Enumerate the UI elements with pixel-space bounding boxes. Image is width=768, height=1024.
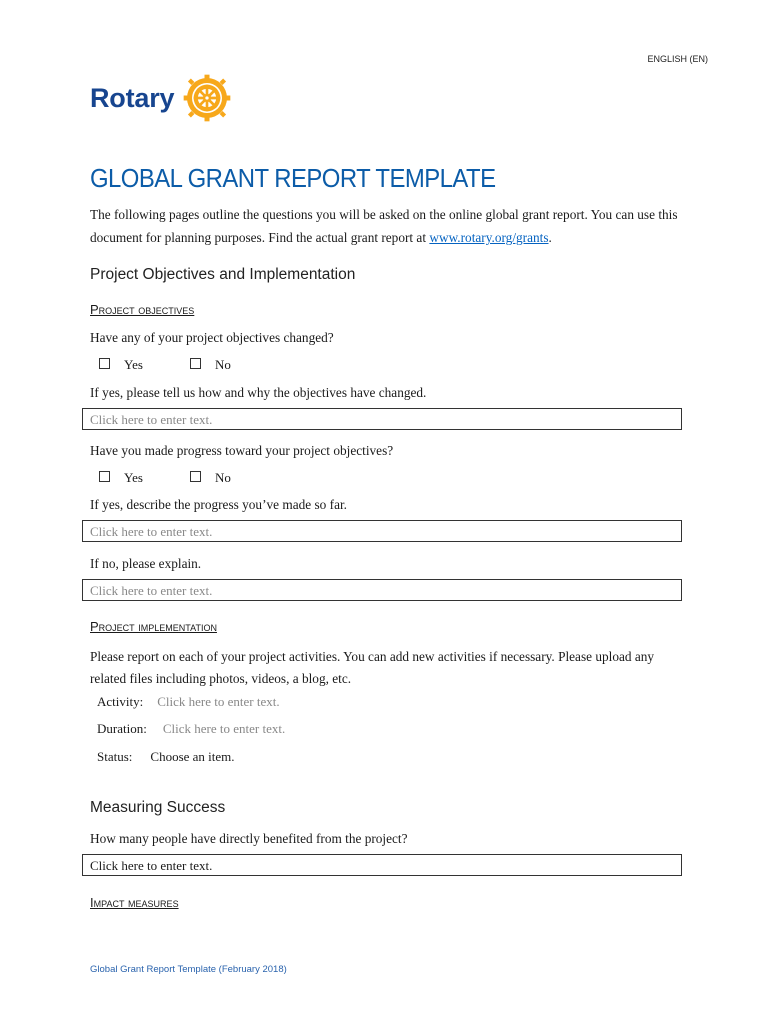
yes-label: Yes [124, 470, 143, 485]
no-option-1[interactable] [190, 357, 231, 373]
subheading-impact-measures: Impact measures [90, 895, 179, 910]
duration-label: Duration: [97, 721, 147, 736]
implementation-intro: Please report on each of your project activities. You can add new activities if necessary. Please upload any related files including photos, videos, a blog, etc. [90, 649, 655, 686]
rotary-logo [90, 74, 237, 122]
logo-wordmark: Rotary [90, 82, 175, 113]
checkbox-icon[interactable] [190, 358, 201, 369]
document-title: GLOBAL GRANT REPORT TEMPLATE [90, 163, 496, 193]
duration-row [97, 720, 285, 738]
checkbox-icon[interactable] [99, 471, 110, 482]
intro-end: . [548, 230, 552, 245]
question-objectives-changed: Have any of your project objectives changed? [90, 330, 334, 345]
no-label: No [215, 357, 231, 372]
activity-row [97, 693, 280, 711]
yes-option-2[interactable] [99, 470, 143, 486]
people-benefited-field[interactable]: Click here to enter text. [82, 854, 682, 876]
question-how-why-changed: If yes, please tell us how and why the objectives have changed. [90, 385, 427, 400]
yes-label: Yes [124, 357, 143, 372]
activity-label: Activity: [97, 694, 144, 709]
status-dropdown[interactable]: Choose an item. [150, 749, 235, 764]
no-label: No [215, 470, 231, 485]
objectives-changed-field[interactable]: Click here to enter text. [82, 408, 682, 430]
intro-paragraph [90, 203, 700, 249]
question-please-explain: If no, please explain. [90, 556, 202, 571]
explain-field[interactable]: Click here to enter text. [82, 579, 682, 601]
intro-text: The following pages outline the questions you will be asked on the online global grant report. You can use this document for planning purposes. Find the actual grant report at [90, 207, 678, 245]
section-heading-measuring-success: Measuring Success [90, 799, 226, 816]
subheading-project-objectives: Project objectives [90, 302, 195, 317]
question-people-benefited: How many people have directly benefited from the project? [90, 831, 408, 846]
progress-field[interactable]: Click here to enter text. [82, 520, 682, 542]
subheading-project-implementation: Project implementation [90, 619, 217, 634]
question-progress: Have you made progress toward your project objectives? [90, 443, 394, 458]
no-option-2[interactable] [190, 470, 231, 486]
page-footer: Global Grant Report Template (February 2018) [90, 964, 287, 975]
section-heading-objectives-implementation: Project Objectives and Implementation [90, 266, 356, 283]
checkbox-icon[interactable] [99, 358, 110, 369]
duration-field[interactable]: Click here to enter text. [162, 721, 286, 736]
status-row [97, 748, 235, 766]
activity-field[interactable]: Click here to enter text. [157, 694, 280, 709]
status-label: Status: [97, 749, 133, 764]
yes-option-1[interactable] [99, 357, 143, 373]
rotary-wheel-icon [177, 73, 237, 123]
checkbox-icon[interactable] [190, 471, 201, 482]
language-label: ENGLISH (EN) [647, 54, 708, 64]
grants-link[interactable]: www.rotary.org/grants [429, 230, 549, 245]
question-describe-progress: If yes, describe the progress you’ve made so far. [90, 497, 347, 512]
